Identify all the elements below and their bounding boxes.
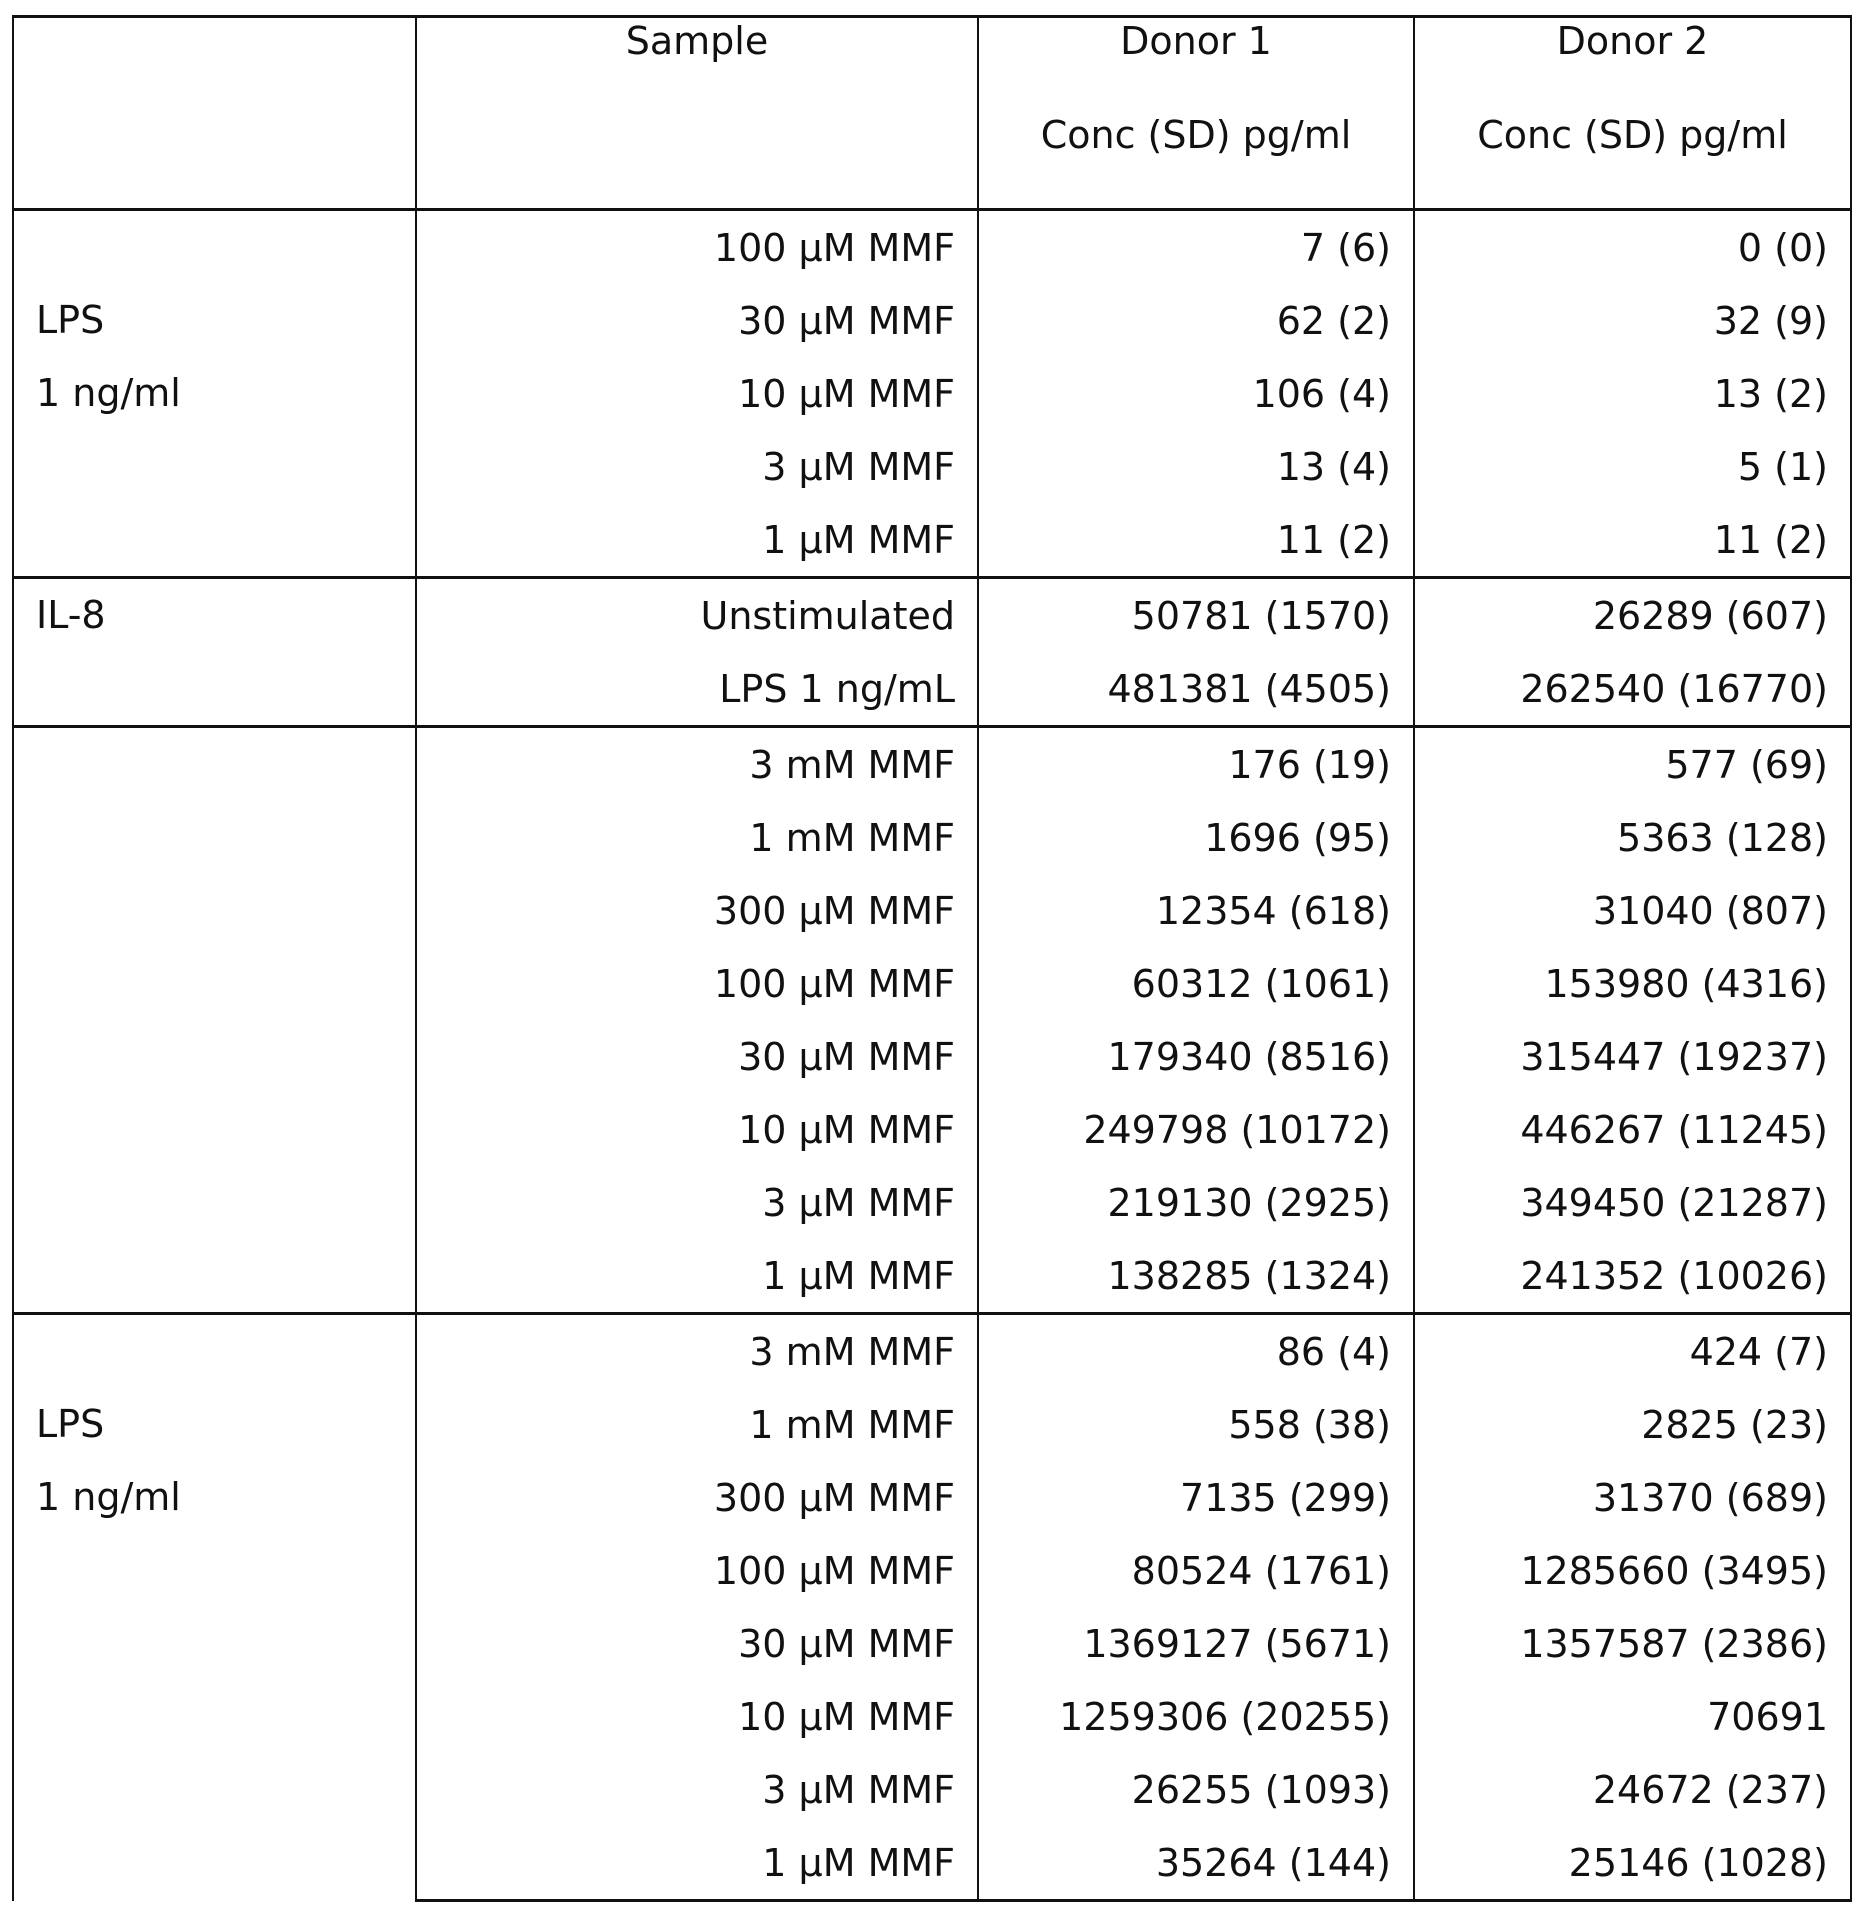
sample-cell: 10 µM MMF <box>416 357 978 430</box>
donor-1-value: 13 (4) <box>978 430 1414 503</box>
sample-cell: 30 µM MMF <box>416 284 978 357</box>
header-sample <box>416 17 978 210</box>
donor-1-value: 481381 (4505) <box>978 652 1414 727</box>
donor-2-value: 262540 (16770) <box>1414 652 1851 727</box>
group-label-line: IL-8 <box>36 593 106 637</box>
group-label-line <box>36 1315 393 1388</box>
donor-1-value: 7135 (299) <box>978 1461 1414 1534</box>
donor-2-value: 32 (9) <box>1414 284 1851 357</box>
donor-2-value: 13 (2) <box>1414 357 1851 430</box>
donor-1-value: 35264 (144) <box>978 1826 1414 1901</box>
sample-cell: 30 µM MMF <box>416 1020 978 1093</box>
header-donor-1 <box>978 17 1414 210</box>
donor-2-value: 349450 (21287) <box>1414 1166 1851 1239</box>
sample-cell: 100 µM MMF <box>416 210 978 285</box>
group-label-cell <box>13 727 416 1314</box>
table-row <box>13 727 1851 802</box>
donor-2-value: 31370 (689) <box>1414 1461 1851 1534</box>
sample-cell: Unstimulated <box>416 578 978 653</box>
sample-cell: 3 µM MMF <box>416 1753 978 1826</box>
donor-1-value: 219130 (2925) <box>978 1166 1414 1239</box>
sample-cell: 1 mM MMF <box>416 801 978 874</box>
donor-1-value: 106 (4) <box>978 357 1414 430</box>
sample-cell: 30 µM MMF <box>416 1607 978 1680</box>
header-donor-2-unit: Conc (SD) pg/ml <box>1477 113 1788 157</box>
header-group-cell <box>13 17 416 210</box>
donor-2-value: 31040 (807) <box>1414 874 1851 947</box>
donor-1-value: 1696 (95) <box>978 801 1414 874</box>
donor-1-value: 12354 (618) <box>978 874 1414 947</box>
table-row <box>13 210 1851 285</box>
header-donor-2 <box>1414 17 1851 210</box>
donor-2-value: 0 (0) <box>1414 210 1851 285</box>
donor-1-value: 179340 (8516) <box>978 1020 1414 1093</box>
sample-cell: 3 µM MMF <box>416 1166 978 1239</box>
sample-cell: 1 mM MMF <box>416 1388 978 1461</box>
sample-cell: 10 µM MMF <box>416 1093 978 1166</box>
donor-1-value: 138285 (1324) <box>978 1239 1414 1314</box>
donor-1-value: 558 (38) <box>978 1388 1414 1461</box>
donor-1-value: 11 (2) <box>978 503 1414 578</box>
donor-1-value: 26255 (1093) <box>978 1753 1414 1826</box>
donor-1-value: 62 (2) <box>978 284 1414 357</box>
donor-2-value: 241352 (10026) <box>1414 1239 1851 1314</box>
sample-cell: 300 µM MMF <box>416 1461 978 1534</box>
header-sample-label: Sample <box>625 19 769 63</box>
donor-2-value: 424 (7) <box>1414 1314 1851 1389</box>
donor-2-value: 446267 (11245) <box>1414 1093 1851 1166</box>
donor-2-value: 153980 (4316) <box>1414 947 1851 1020</box>
donor-1-value: 1259306 (20255) <box>978 1680 1414 1753</box>
donor-1-value: 1369127 (5671) <box>978 1607 1414 1680</box>
donor-2-value: 577 (69) <box>1414 727 1851 802</box>
sample-cell: 1 µM MMF <box>416 503 978 578</box>
sample-cell: 1 µM MMF <box>416 1239 978 1314</box>
donor-2-value: 11 (2) <box>1414 503 1851 578</box>
group-label-line: 1 ng/ml <box>36 371 181 415</box>
header-donor-2-name: Donor 2 <box>1556 19 1709 63</box>
donor-1-value: 176 (19) <box>978 727 1414 802</box>
donor-1-value: 50781 (1570) <box>978 578 1414 653</box>
donor-1-value: 60312 (1061) <box>978 947 1414 1020</box>
sample-cell: 100 µM MMF <box>416 947 978 1020</box>
donor-2-value: 1285660 (3495) <box>1414 1534 1851 1607</box>
table-row <box>13 578 1851 653</box>
donor-2-value: 70691 <box>1414 1680 1851 1753</box>
donor-1-value: 249798 (10172) <box>978 1093 1414 1166</box>
donor-2-value: 5363 (128) <box>1414 801 1851 874</box>
donor-2-value: 1357587 (2386) <box>1414 1607 1851 1680</box>
header-donor-1-name: Donor 1 <box>1120 19 1272 63</box>
donor-2-value: 26289 (607) <box>1414 578 1851 653</box>
donor-2-value: 25146 (1028) <box>1414 1826 1851 1901</box>
cytokine-concentration-table <box>12 15 1852 1902</box>
sample-cell: 3 mM MMF <box>416 727 978 802</box>
sample-cell: 300 µM MMF <box>416 874 978 947</box>
sample-cell: 3 mM MMF <box>416 1314 978 1389</box>
header-donor-1-unit: Conc (SD) pg/ml <box>1040 113 1352 157</box>
donor-1-value: 80524 (1761) <box>978 1534 1414 1607</box>
group-label-cell <box>13 578 416 727</box>
group-label-line <box>36 211 393 284</box>
header-row <box>13 17 1851 210</box>
group-label-line: LPS <box>36 1402 105 1446</box>
donor-2-value: 5 (1) <box>1414 430 1851 503</box>
donor-1-value: 7 (6) <box>978 210 1414 285</box>
group-label-line: LPS <box>36 298 105 342</box>
sample-cell: 10 µM MMF <box>416 1680 978 1753</box>
sample-cell: 100 µM MMF <box>416 1534 978 1607</box>
donor-1-value: 86 (4) <box>978 1314 1414 1389</box>
group-label-cell <box>13 1314 416 1901</box>
table-row <box>13 1314 1851 1389</box>
sample-cell: LPS 1 ng/mL <box>416 652 978 727</box>
donor-2-value: 315447 (19237) <box>1414 1020 1851 1093</box>
table-body <box>13 210 1851 1901</box>
donor-2-value: 2825 (23) <box>1414 1388 1851 1461</box>
sample-cell: 1 µM MMF <box>416 1826 978 1901</box>
group-label-cell <box>13 210 416 578</box>
sample-cell: 3 µM MMF <box>416 430 978 503</box>
group-label-line: 1 ng/ml <box>36 1475 181 1519</box>
donor-2-value: 24672 (237) <box>1414 1753 1851 1826</box>
